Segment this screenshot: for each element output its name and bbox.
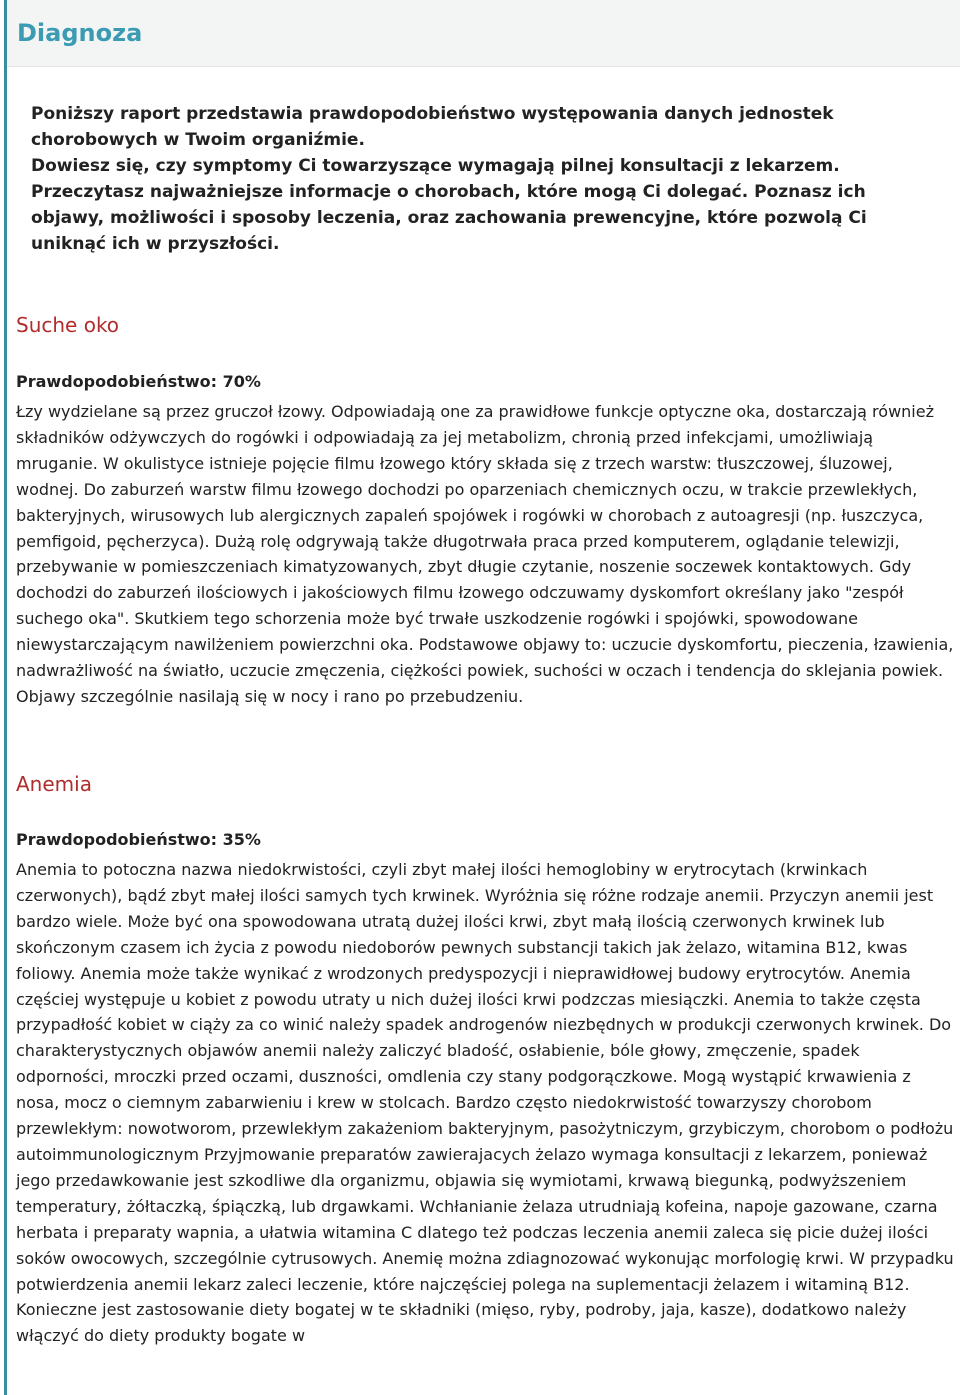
intro-line: Dowiesz się, czy symptomy Ci towarzyszące wymagają pilnej konsultacji z lekarzem. [31,156,840,176]
intro-line: Przeczytasz najważniejsze informacje o chorobach, które mogą Ci dolegać. Poznasz ich objawy, możliwości i sposoby leczenia, oraz zachowania prewencyjne, które pozwolą Ci uniknąć ich w przyszłości. [31,182,867,254]
disease-title: Anemia [16,772,92,796]
intro-line: Poniższy raport przedstawia prawdopodobieństwo występowania danych jednostek chorobowych w Twoim organiźmie. [31,104,834,150]
page-header [7,0,960,67]
intro-paragraph [31,101,921,257]
disease-section-anemia [16,770,956,1349]
left-accent-border [4,0,7,1395]
disease-title: Suche oko [16,313,120,337]
disease-description: Anemia to potoczna nazwa niedokrwistości, czyli zbyt małej ilości hemoglobiny w erytrocytach (krwinkach czerwonych), bądź zbyt małej ilości samych tych krwinek. Wyróżnia się różne rodzaje anemii. Przyczyn anemii jest bardzo wiele. Może być ona spowodowana utratą dużej ilości krwi, zbyt małą ilością czerwonych krwinek lub skończonym czasem ich życia z powodu niedoborów pewnych substancji takich jak żelazo, witamina B12, kwas foliowy. Anemia może także wynikać z wrodzonych predyspozycji i nieprawidłowej budowy erytrocytów. Anemia częściej występuje u kobiet z powodu utraty u nich dużej ilości krwi podzczas miesiączki. Anemia to także częsta przypadłość kobiet w ciąży za co winić należy spadek androgenów niezbędnych w produkcji czerwonych krwinek. Do charakterystycznych objawów anemii należy zaliczyć bladość, osłabienie, bóle głowy, zmęczenie, spadek odporności, mroczki przed oczami, duszności, omdlenia czy stany podgorączkowe. Mogą wystąpić krwawienia z nosa, mocz o ciemnym zabarwieniu i krew w stolcach. Bardzo często niedokrwistość towarzyszy chorobom przewlekłym: nowotworom, przewlekłym zakażeniom bakteryjnym, pasożytniczym, grzybiczym, chorobom o podłożu autoimmunologicznym Przyjmowanie preparatów zawierajacych żelazo wymaga konsultacji z lekarzem, ponieważ jego przedawkowanie jest szkodliwe dla organizmu, objawia się wymiotami, krwawą biegunką, podwyższeniem temperatury, żółtaczką, śpiączką, lub drgawkami. Wchłanianie żelaza utrudniają kofeina, napoje gazowane, czarna herbata i preparaty wapnia, a ułatwia witamina C dlatego też podczas leczenia anemii zaleca się picie dużej ilości soków owocowych, szczególnie cytrusowych. Anemię można zdiagnozować wykonując morfologię krwi. W przypadku potwierdzenia anemii lekarz zaleci leczenie, które najczęściej polega na suplementacji żelazem i witaminą B12. Konieczne jest zastosowanie diety bogatej w te składniki (mięso, ryby, podroby, jaja, kasze), dodatkowo należy włączyć do diety produkty bogate w [16,860,954,1346]
probability-label: Prawdopodobieństwo: 35% [16,830,261,849]
page-title: Diagnoza [17,19,143,47]
disease-section-dry-eye [16,311,956,710]
disease-description: Łzy wydzielane są przez gruczoł łzowy. Odpowiadają one za prawidłowe funkcje optyczne oka, dostarczają również składników odżywczych do rogówki i odpowiadają za jej metabolizm, chronią przed infekcjami, umożliwiają mruganie. W okulistyce istnieje pojęcie filmu łzowego który składa się z trzech warstw: tłuszczowej, śluzowej, wodnej. Do zaburzeń warstw filmu łzowego dochodzi po oparzeniach chemicznych oczu, w trakcie przewlekłych, bakteryjnych, wirusowych lub alergicznych zapaleń spojówek i rogówki w chorobach z autoagresji (np. łuszczyca, pemfigoid, pęcherzyca). Dużą rolę odgrywają także długotrwała praca przed komputerem, oglądanie telewizji, przebywanie w pomieszczeniach kimatyzowanych, zbyt długie czytanie, noszenie soczewek kontaktowych. Gdy dochodzi do zaburzeń ilościowych i jakościowych filmu łzowego odczuwamy dyskomfort określany jako "zespół suchego oka". Skutkiem tego schorzenia może być trwałe uszkodzenie rogówki i spojówki, spowodowane niewystarczającym nawilżeniem powierzchni oka. Podstawowe objawy to: uczucie dyskomfortu, pieczenia, łzawienia, nadwrażliwość na światło, uczucie zmęczenia, ciężkości powiek, suchości w oczach i tendencja do sklejania powiek. Objawy szczególnie nasilają się w nocy i rano po przebudzeniu. [16,402,954,706]
probability-label: Prawdopodobieństwo: 70% [16,372,261,391]
